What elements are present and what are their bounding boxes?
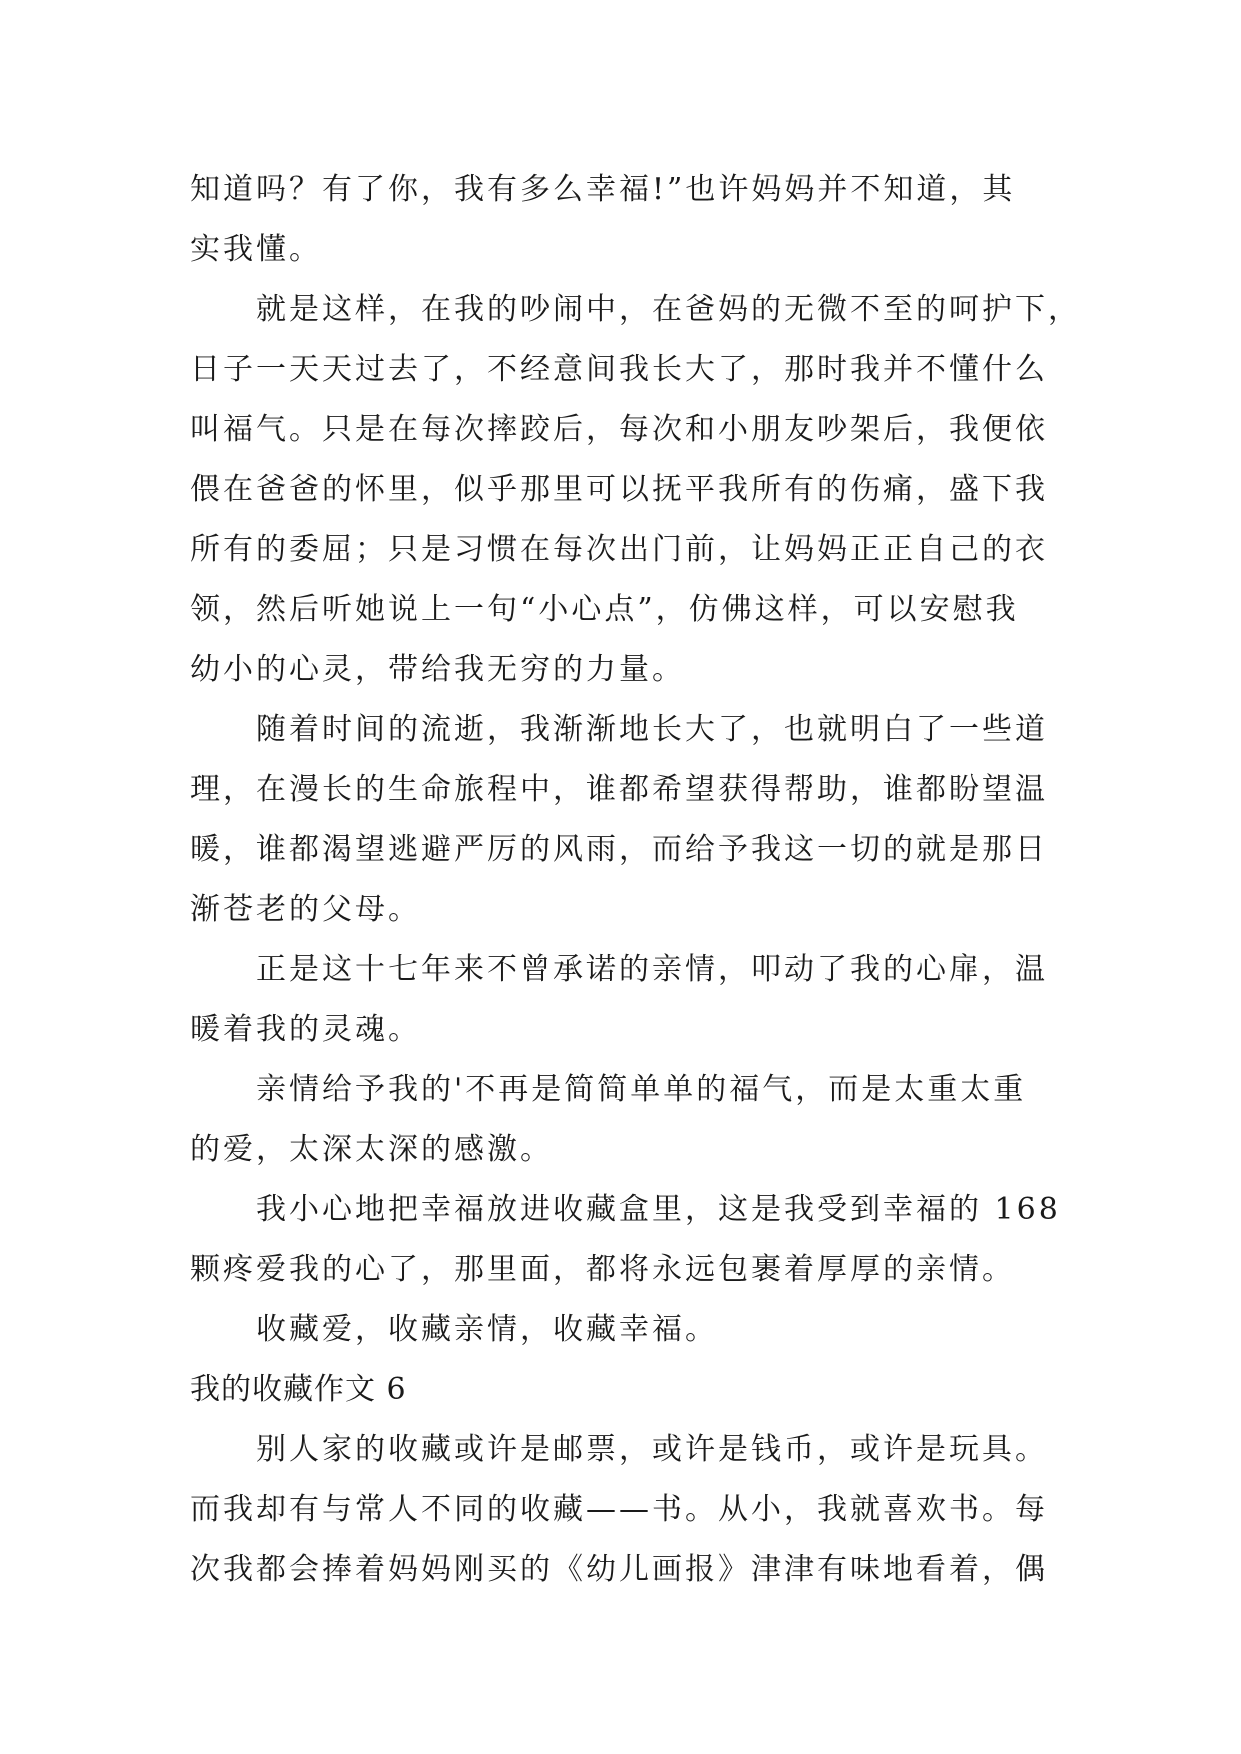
text-line: 暖着我的灵魂。 xyxy=(190,1012,421,1047)
text-line: 渐苍老的父母。 xyxy=(190,892,421,927)
paragraph-first-line: 我小心地把幸福放进收藏盒里，这是我受到幸福的 168 xyxy=(256,1192,1061,1227)
text-line: 领，然后听她说上一句“小心点”，仿佛这样，可以安慰我 xyxy=(190,592,1019,627)
text-line: 暖，谁都渴望逃避严厉的风雨，而给予我这一切的就是那日 xyxy=(190,832,1048,867)
paragraph-first-line: 随着时间的流逝，我渐渐地长大了，也就明白了一些道 xyxy=(256,712,1048,747)
document-body xyxy=(190,160,1081,1600)
paragraph-first-line: 亲情给予我的'不再是简简单单的福气，而是太重太重 xyxy=(256,1072,1027,1107)
text-line: 实我懂。 xyxy=(190,232,322,267)
text-line: 而我却有与常人不同的收藏——书。从小，我就喜欢书。每 xyxy=(190,1492,1048,1527)
text-line: 叫福气。只是在每次摔跤后，每次和小朋友吵架后，我便依 xyxy=(190,412,1048,447)
paragraph-first-line: 别人家的收藏或许是邮票，或许是钱币，或许是玩具。 xyxy=(256,1432,1048,1467)
text-line: 日子一天天过去了，不经意间我长大了，那时我并不懂什么 xyxy=(190,352,1048,387)
text-line: 偎在爸爸的怀里，似乎那里可以抚平我所有的伤痛，盛下我 xyxy=(190,472,1048,507)
text-line: 颗疼爱我的心了，那里面，都将永远包裹着厚厚的亲情。 xyxy=(190,1252,1015,1287)
text-line: 的爱，太深太深的感激。 xyxy=(190,1132,553,1167)
text-line: 理，在漫长的生命旅程中，谁都希望获得帮助，谁都盼望温 xyxy=(190,772,1048,807)
text-line: 知道吗？有了你，我有多么幸福!”也许妈妈并不知道，其 xyxy=(190,172,1016,207)
text-line: 幼小的心灵，带给我无穷的力量。 xyxy=(190,652,685,687)
paragraph-first-line: 正是这十七年来不曾承诺的亲情，叩动了我的心扉，温 xyxy=(256,952,1048,987)
text-line: 所有的委屈；只是习惯在每次出门前，让妈妈正正自己的衣 xyxy=(190,532,1048,567)
section-heading: 我的收藏作文 6 xyxy=(190,1372,407,1407)
paragraph-first-line: 就是这样，在我的吵闹中，在爸妈的无微不至的呵护下， xyxy=(256,292,1081,327)
text-line: 次我都会捧着妈妈刚买的《幼儿画报》津津有味地看着，偶 xyxy=(190,1552,1048,1587)
paragraph-first-line: 收藏爱，收藏亲情，收藏幸福。 xyxy=(256,1312,718,1347)
